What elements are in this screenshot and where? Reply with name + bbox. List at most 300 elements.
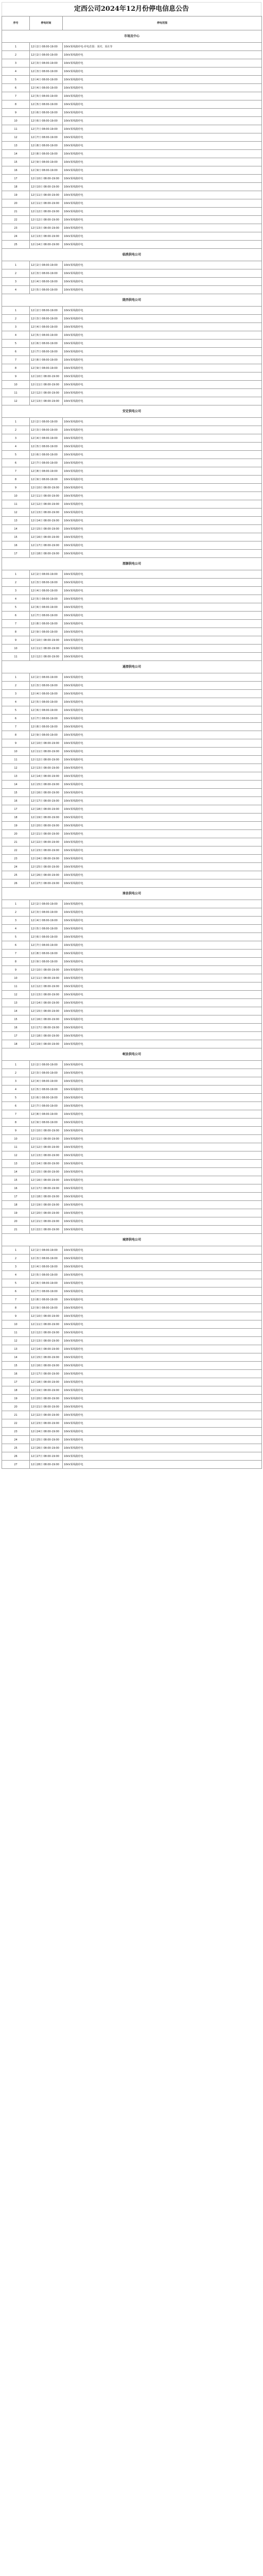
row-area: 10kV某线路停电: [63, 100, 262, 109]
row-area: 10kV某线路停电: [63, 698, 262, 706]
table-row: [2, 451, 262, 459]
row-time: 12月6日 08:00-19:00: [30, 340, 63, 348]
row-time: 12月4日 08:00-19:00: [30, 323, 63, 331]
row-seq: 10: [2, 1320, 30, 1329]
row-time: 12月13日 08:00-19:00: [30, 764, 63, 772]
row-time: 12月12日 08:00-19:00: [30, 208, 63, 216]
table-row: [2, 1040, 262, 1048]
table-row: [2, 1118, 262, 1127]
table-row: [2, 476, 262, 484]
row-time: 12月18日 08:00-19:00: [30, 805, 63, 814]
table-row: [2, 1320, 262, 1329]
row-seq: 23: [2, 224, 30, 232]
row-seq: 17: [2, 175, 30, 183]
row-area: 10kV某线路停电: [63, 1353, 262, 1362]
row-seq: 2: [2, 1255, 30, 1263]
row-area: 10kV某线路停电: [63, 991, 262, 999]
row-area: 10kV某线路停电: [63, 1193, 262, 1201]
table-row: [2, 991, 262, 999]
table-row: [2, 51, 262, 59]
table-row: [2, 467, 262, 476]
row-seq: 5: [2, 76, 30, 84]
header-seq: 序号: [2, 16, 30, 30]
row-time: 12月14日 08:00-19:00: [30, 1345, 63, 1353]
row-time: 12月18日 08:00-19:00: [30, 1032, 63, 1040]
row-time: 12月22日 08:00-19:00: [30, 1226, 63, 1234]
row-seq: 9: [2, 109, 30, 117]
row-time: 12月2日 08:00-19:00: [30, 1061, 63, 1069]
row-area: 10kV某线路停电: [63, 879, 262, 888]
row-time: 12月20日 08:00-19:00: [30, 1395, 63, 1403]
row-seq: 7: [2, 620, 30, 628]
table-row: [2, 133, 262, 142]
row-time: 12月11日 08:00-19:00: [30, 191, 63, 199]
row-seq: 3: [2, 1263, 30, 1271]
row-time: 12月4日 08:00-19:00: [30, 434, 63, 443]
row-seq: 11: [2, 1329, 30, 1337]
row-time: 12月10日 08:00-19:00: [30, 484, 63, 492]
row-time: 12月19日 08:00-19:00: [30, 1040, 63, 1048]
row-area: 10kV某线路停电: [63, 1461, 262, 1469]
row-seq: 1: [2, 1061, 30, 1069]
table-row: [2, 797, 262, 805]
row-time: 12月4日 08:00-19:00: [30, 278, 63, 286]
table-row: [2, 855, 262, 863]
row-seq: 9: [2, 1312, 30, 1320]
row-area: 10kV某线路停电: [63, 67, 262, 76]
table-row: [2, 966, 262, 974]
table-row: [2, 706, 262, 715]
row-seq: 8: [2, 958, 30, 966]
row-time: 12月4日 08:00-19:00: [30, 587, 63, 595]
row-seq: 5: [2, 1279, 30, 1287]
table-row: [2, 278, 262, 286]
row-time: 12月11日 08:00-19:00: [30, 199, 63, 208]
row-time: 12月9日 08:00-19:00: [30, 958, 63, 966]
row-time: 12月7日 08:00-19:00: [30, 1102, 63, 1110]
table-row: [2, 814, 262, 822]
row-time: 12月22日 08:00-19:00: [30, 1411, 63, 1419]
row-time: 12月9日 08:00-19:00: [30, 1304, 63, 1312]
row-time: 12月22日 08:00-19:00: [30, 838, 63, 846]
row-time: 12月4日 08:00-19:00: [30, 76, 63, 84]
table-row: [2, 1094, 262, 1102]
row-time: 12月5日 08:00-19:00: [30, 1086, 63, 1094]
row-time: 12月13日 08:00-19:00: [30, 1337, 63, 1345]
row-time: 12月6日 08:00-19:00: [30, 1279, 63, 1287]
row-area: 10kV某线路停电: [63, 706, 262, 715]
table-row: [2, 43, 262, 51]
row-area: 10kV某线路停电: [63, 1312, 262, 1320]
table-row: [2, 434, 262, 443]
table-row: [2, 307, 262, 315]
table-row: [2, 109, 262, 117]
table-row: [2, 356, 262, 364]
row-area: 10kV某线路停电: [63, 748, 262, 756]
row-seq: 6: [2, 459, 30, 467]
row-time: 12月4日 08:00-19:00: [30, 84, 63, 92]
row-area: 10kV某线路停电: [63, 533, 262, 541]
section-row: [2, 294, 262, 307]
row-seq: 1: [2, 673, 30, 682]
table-row: [2, 331, 262, 340]
row-time: 12月15日 08:00-19:00: [30, 525, 63, 533]
row-time: 12月5日 08:00-19:00: [30, 443, 63, 451]
row-time: 12月15日 08:00-19:00: [30, 1168, 63, 1176]
row-time: 12月10日 08:00-19:00: [30, 1127, 63, 1135]
table-row: [2, 690, 262, 698]
row-area: 10kV某线路停电: [63, 541, 262, 550]
row-area: 10kV某线路停电: [63, 323, 262, 331]
row-area: 10kV某线路停电: [63, 1127, 262, 1135]
table-row: [2, 863, 262, 871]
row-time: 12月3日 08:00-19:00: [30, 315, 63, 323]
row-time: 12月3日 08:00-19:00: [30, 1255, 63, 1263]
row-time: 12月8日 08:00-19:00: [30, 467, 63, 476]
row-area: 10kV某线路停电: [63, 645, 262, 653]
row-area: 10kV某线路停电: [63, 595, 262, 603]
row-seq: 6: [2, 612, 30, 620]
row-area: 10kV某线路停电: [63, 92, 262, 100]
row-area: 10kV某线路停电: [63, 241, 262, 249]
row-time: 12月16日 08:00-19:00: [30, 1015, 63, 1024]
table-row: [2, 261, 262, 269]
row-time: 12月2日 08:00-19:00: [30, 43, 63, 51]
row-area: 10kV某线路停电: [63, 1217, 262, 1226]
section-row: [2, 249, 262, 261]
row-seq: 3: [2, 690, 30, 698]
row-area: 10kV某线路停电: [63, 900, 262, 908]
row-area: 10kV某线路停电: [63, 315, 262, 323]
row-time: 12月4日 08:00-19:00: [30, 1077, 63, 1086]
row-time: 12月20日 08:00-19:00: [30, 1209, 63, 1217]
row-time: 12月5日 08:00-19:00: [30, 100, 63, 109]
row-area: 10kV某线路停电: [63, 372, 262, 381]
row-seq: 2: [2, 908, 30, 917]
row-seq: 3: [2, 1077, 30, 1086]
row-area: 10kV某线路停电: [63, 1069, 262, 1077]
table-row: [2, 1110, 262, 1118]
table-row: [2, 941, 262, 950]
table-row: [2, 1345, 262, 1353]
section-row: [2, 405, 262, 418]
row-time: 12月7日 08:00-19:00: [30, 459, 63, 467]
row-time: 12月17日 08:00-19:00: [30, 1184, 63, 1193]
row-area: 10kV某线路停电: [63, 1024, 262, 1032]
row-seq: 12: [2, 133, 30, 142]
row-area: 10kV某线路停电: [63, 142, 262, 150]
row-time: 12月9日 08:00-19:00: [30, 166, 63, 175]
row-seq: 3: [2, 434, 30, 443]
row-area: 10kV某线路停电: [63, 109, 262, 117]
row-time: 12月10日 08:00-19:00: [30, 739, 63, 748]
row-area: 10kV某线路停电: [63, 628, 262, 636]
row-time: 12月3日 08:00-19:00: [30, 59, 63, 67]
row-area: 10kV某线路停电: [63, 1436, 262, 1444]
row-time: 12月11日 08:00-19:00: [30, 645, 63, 653]
row-area: 10kV某线路停电: [63, 925, 262, 933]
row-time: 12月5日 08:00-19:00: [30, 925, 63, 933]
table-row: [2, 1151, 262, 1160]
row-area: 10kV某线路停电: [63, 51, 262, 59]
table-row: [2, 1209, 262, 1217]
row-area: 10kV某线路停电: [63, 789, 262, 797]
row-time: 12月7日 08:00-19:00: [30, 1287, 63, 1296]
row-time: 12月14日 08:00-19:00: [30, 241, 63, 249]
row-time: 12月2日 08:00-19:00: [30, 51, 63, 59]
row-time: 12月15日 08:00-19:00: [30, 1353, 63, 1362]
row-seq: 14: [2, 1353, 30, 1362]
row-time: 12月23日 08:00-19:00: [30, 1419, 63, 1428]
table-row: [2, 1176, 262, 1184]
row-area: 10kV某线路停电: [63, 232, 262, 241]
row-time: 12月6日 08:00-19:00: [30, 117, 63, 125]
row-seq: 15: [2, 1362, 30, 1370]
row-seq: 2: [2, 426, 30, 434]
row-time: 12月10日 08:00-19:00: [30, 372, 63, 381]
table-header-row: [2, 16, 262, 30]
row-time: 12月9日 08:00-19:00: [30, 1118, 63, 1127]
row-seq: 16: [2, 541, 30, 550]
row-time: 12月28日 08:00-19:00: [30, 1461, 63, 1469]
row-seq: 6: [2, 348, 30, 356]
row-seq: 16: [2, 1184, 30, 1193]
row-area: 10kV某线路停电: [63, 941, 262, 950]
section-row: [2, 888, 262, 900]
table-row: [2, 1143, 262, 1151]
table-row: [2, 653, 262, 661]
header-area: 停电范围: [63, 16, 262, 30]
row-seq: 8: [2, 476, 30, 484]
table-row: [2, 208, 262, 216]
row-time: 12月8日 08:00-19:00: [30, 950, 63, 958]
table-row: [2, 1452, 262, 1461]
row-time: 12月12日 08:00-19:00: [30, 1329, 63, 1337]
table-row: [2, 682, 262, 690]
row-area: 10kV某线路停电: [63, 216, 262, 224]
row-time: 12月19日 08:00-19:00: [30, 1201, 63, 1209]
row-time: 12月18日 08:00-19:00: [30, 1193, 63, 1201]
row-time: 12月6日 08:00-19:00: [30, 603, 63, 612]
row-seq: 9: [2, 966, 30, 974]
table-row: [2, 397, 262, 405]
row-seq: 3: [2, 323, 30, 331]
row-time: 12月3日 08:00-19:00: [30, 426, 63, 434]
table-row: [2, 1102, 262, 1110]
table-body: [2, 30, 262, 1469]
table-row: [2, 443, 262, 451]
table-row: [2, 764, 262, 772]
table-row: [2, 1329, 262, 1337]
row-seq: 20: [2, 830, 30, 838]
table-row: [2, 1362, 262, 1370]
row-area: 10kV某线路停电: [63, 1386, 262, 1395]
row-area: 10kV某线路停电: [63, 356, 262, 364]
row-time: 12月2日 08:00-19:00: [30, 261, 63, 269]
row-time: 12月10日 08:00-19:00: [30, 1312, 63, 1320]
row-area: 10kV某线路停电: [63, 59, 262, 67]
table-row: [2, 1353, 262, 1362]
row-seq: 9: [2, 739, 30, 748]
row-time: 12月18日 08:00-19:00: [30, 550, 63, 558]
row-area: 10kV某线路停电: [63, 1304, 262, 1312]
row-area: 10kV某线路停电: [63, 1287, 262, 1296]
table-row: [2, 67, 262, 76]
row-seq: 14: [2, 1168, 30, 1176]
row-area: 10kV某线路停电: [63, 814, 262, 822]
row-time: 12月25日 08:00-19:00: [30, 1436, 63, 1444]
row-area: 10kV某线路停电: [63, 682, 262, 690]
table-row: [2, 191, 262, 199]
row-area: 10kV某线路停电: [63, 331, 262, 340]
table-row: [2, 871, 262, 879]
row-seq: 15: [2, 533, 30, 541]
row-seq: 4: [2, 443, 30, 451]
table-row: [2, 1444, 262, 1452]
row-seq: 11: [2, 756, 30, 764]
row-seq: 1: [2, 900, 30, 908]
row-time: 12月12日 08:00-19:00: [30, 500, 63, 509]
table-row: [2, 958, 262, 966]
table-row: [2, 1160, 262, 1168]
table-row: [2, 125, 262, 133]
row-area: 10kV某线路停电: [63, 772, 262, 781]
row-seq: 25: [2, 871, 30, 879]
row-seq: 2: [2, 51, 30, 59]
row-area: 10kV某线路停电: [63, 673, 262, 682]
row-seq: 2: [2, 269, 30, 278]
table-row: [2, 1395, 262, 1403]
row-seq: 7: [2, 950, 30, 958]
row-time: 12月12日 08:00-19:00: [30, 756, 63, 764]
row-area: 10kV某线路停电: [63, 340, 262, 348]
row-area: 10kV某线路停电: [63, 830, 262, 838]
row-seq: 10: [2, 381, 30, 389]
row-seq: 19: [2, 1395, 30, 1403]
row-area: 10kV某线路停电: [63, 509, 262, 517]
row-seq: 21: [2, 1226, 30, 1234]
row-seq: 3: [2, 278, 30, 286]
row-area: 10kV某线路停电: [63, 958, 262, 966]
row-area: 10kV某线路停电: [63, 1032, 262, 1040]
table-row: [2, 59, 262, 67]
section-row: [2, 30, 262, 43]
table-row: [2, 950, 262, 958]
row-seq: 7: [2, 92, 30, 100]
table-row: [2, 1419, 262, 1428]
row-time: 12月25日 08:00-19:00: [30, 863, 63, 871]
row-seq: 11: [2, 1143, 30, 1151]
row-time: 12月14日 08:00-19:00: [30, 999, 63, 1007]
row-seq: 27: [2, 1461, 30, 1469]
row-time: 12月19日 08:00-19:00: [30, 1386, 63, 1395]
row-area: 10kV某线路停电: [63, 76, 262, 84]
row-time: 12月7日 08:00-19:00: [30, 941, 63, 950]
table-row: [2, 372, 262, 381]
row-time: 12月19日 08:00-19:00: [30, 814, 63, 822]
row-area: 10kV某线路停电: [63, 908, 262, 917]
row-area: 10kV某线路停电: [63, 1263, 262, 1271]
row-seq: 7: [2, 467, 30, 476]
row-seq: 11: [2, 982, 30, 991]
table-row: [2, 348, 262, 356]
row-seq: 24: [2, 1436, 30, 1444]
table-row: [2, 636, 262, 645]
table-row: [2, 216, 262, 224]
table-row: [2, 241, 262, 249]
row-seq: 17: [2, 1193, 30, 1201]
table-row: [2, 1127, 262, 1135]
table-row: [2, 1312, 262, 1320]
row-time: 12月3日 08:00-19:00: [30, 682, 63, 690]
row-area: 10kV某线路停电: [63, 871, 262, 879]
table-row: [2, 748, 262, 756]
row-seq: 12: [2, 1151, 30, 1160]
row-time: 12月12日 08:00-19:00: [30, 1143, 63, 1151]
row-seq: 8: [2, 731, 30, 739]
table-row: [2, 731, 262, 739]
row-area: 10kV某线路停电: [63, 418, 262, 426]
section-title: 临洮供电公司: [2, 249, 262, 261]
row-time: 12月10日 08:00-19:00: [30, 175, 63, 183]
row-seq: 10: [2, 748, 30, 756]
row-area: 10kV某线路停电: [63, 1395, 262, 1403]
row-area: 10kV某线路停电: [63, 917, 262, 925]
row-area: 10kV某线路停电: [63, 1246, 262, 1255]
row-seq: 15: [2, 789, 30, 797]
table-row: [2, 715, 262, 723]
row-seq: 17: [2, 550, 30, 558]
row-time: 12月17日 08:00-19:00: [30, 797, 63, 805]
row-area: 10kV某线路停电: [63, 224, 262, 232]
row-time: 12月8日 08:00-19:00: [30, 356, 63, 364]
row-seq: 12: [2, 509, 30, 517]
table-row: [2, 500, 262, 509]
row-time: 12月15日 08:00-19:00: [30, 1007, 63, 1015]
section-title: 安定供电公司: [2, 405, 262, 418]
row-area: 10kV某线路停电: [63, 715, 262, 723]
notice-page: [2, 0, 261, 1469]
row-time: 12月24日 08:00-19:00: [30, 1428, 63, 1436]
row-seq: 22: [2, 1419, 30, 1428]
row-area: 10kV某线路停电: [63, 1370, 262, 1378]
row-area: 10kV某线路停电: [63, 1279, 262, 1287]
row-seq: 11: [2, 500, 30, 509]
row-seq: 19: [2, 1209, 30, 1217]
table-row: [2, 982, 262, 991]
row-seq: 17: [2, 1378, 30, 1386]
row-seq: 23: [2, 855, 30, 863]
row-seq: 6: [2, 715, 30, 723]
row-time: 12月21日 08:00-19:00: [30, 1403, 63, 1411]
table-row: [2, 1184, 262, 1193]
row-time: 12月3日 08:00-19:00: [30, 579, 63, 587]
row-area: 10kV某线路停电: [63, 183, 262, 191]
row-time: 12月21日 08:00-19:00: [30, 1217, 63, 1226]
row-area: 10kV某线路停电: [63, 1226, 262, 1234]
table-row: [2, 117, 262, 125]
header-time: 停电时间: [30, 16, 63, 30]
row-time: 12月9日 08:00-19:00: [30, 158, 63, 166]
row-seq: 8: [2, 628, 30, 636]
table-row: [2, 1428, 262, 1436]
row-area: 10kV某线路停电: [63, 1362, 262, 1370]
row-area: 10kV某线路停电: [63, 1411, 262, 1419]
row-area: 10kV某线路停电: [63, 1102, 262, 1110]
row-seq: 5: [2, 603, 30, 612]
table-row: [2, 1024, 262, 1032]
table-row: [2, 1461, 262, 1469]
